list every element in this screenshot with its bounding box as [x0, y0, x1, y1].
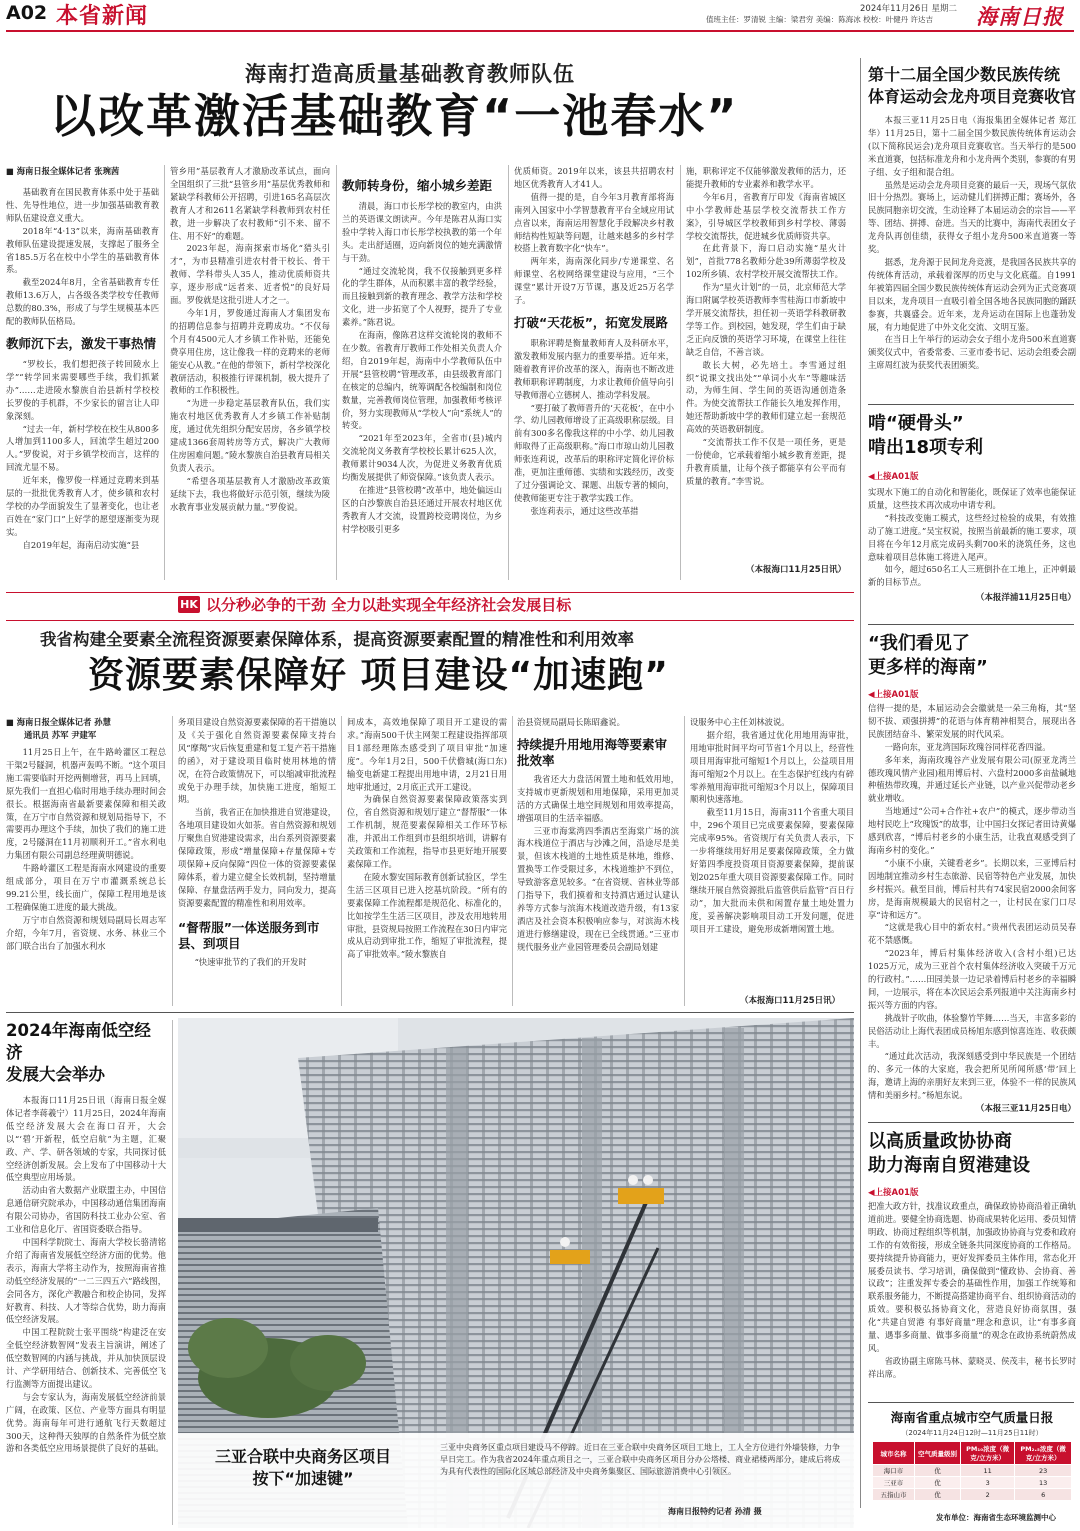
paragraph: 据介绍，我省通过优化用地用海审批，用地审批时间平均可节省1个月以上，经营性项目用海审批可缩短1个月以上，公益项目用海可缩短2个月以上。在生态保护红线内有碎零养殖用海审批可缩短3个月以上，保障项目顺利快速落地。	[690, 729, 854, 805]
paragraph: 2018年“4·13”以来，海南基础教育教师队伍建设提速发展，支撑起了服务全省185.5万名在校中小学生的基础教育体系。	[6, 225, 159, 275]
paragraph: 截至2024年8月，全省基础教育专任教师13.6万人，占各级各类学校专任教师总数的80.3%，形成了与学生规模基本匹配的教师队伍格局。	[6, 277, 159, 327]
second-source-note: （本报海口11月25日讯）	[736, 994, 840, 1006]
column-divider	[172, 1020, 173, 1525]
paragraph: 多年来，海南玫瑰谷产业发展有限公司(原亚龙湾兰德玫瑰风情产业园)租用博后村、六盘村2000多亩盐碱地种植热带玫瑰，并通过延长产业链，以产业兴促带动老乡就业增收。	[868, 754, 1076, 804]
caption-title-line: 按下“加速键”	[252, 1469, 354, 1488]
paragraph: 设服务中心主任刘林波说。	[690, 717, 790, 727]
lift-basket	[550, 1250, 590, 1264]
table-header: 城市名称	[873, 1442, 915, 1465]
lead-byline: ■ 海南日报全媒体记者 张琬茜	[6, 166, 120, 176]
table-row	[873, 1489, 1072, 1501]
paragraph: “科技改变施工模式，这些经过检验的成果，有效推动了施工进度。”吴宝权说，按照当前最新的施工要求，项目将在今年12月底完成码头剩700米的浇筑任务，这也意味着项目总体施工将进入尾声。	[868, 512, 1076, 562]
paragraph: 施，职称评定不仅能够激发教师的活力，还能提升教师的专业素养和教学水平。	[686, 166, 846, 189]
news-source: （本报洋浦11月25日电）	[975, 593, 1076, 604]
caption-paragraph: 三亚中央商务区重点项目建设马不停蹄。近日在三亚合联中央商务区项目工地上，工人全方位进行外墙装修，力争早日完工。作为我省2024年重点项目之一，三亚合联中央商务区项目分办公塔楼、商业裙楼两部分，建成后将成为具有代表性的国际化区域总部经济及中央商务集聚区、国际旅游消费中心引领区。	[440, 1443, 840, 1476]
paragraph: 实现水下施工的自动化和智能化，既保证了效率也能保证质量，这些技术再次成功申请专利。	[868, 487, 1076, 510]
paragraph: 职称评聘是衡量教师育人及科研水平，激发教师发展内驱力的重要举措。近年来，随着教育评价改革的深入，海南也不断改进教师职称评聘制度，力求让教师价值导向引导教师潜心立德树人、推动学科发展。	[514, 337, 674, 400]
table-cell: 11	[961, 1465, 1015, 1477]
paragraph: “通过交流轮岗，我不仅接触到更多样化的学生群体，从而积累丰富的教学经验，而且接触到新的教育理念、教学方法和学校文化，进一步拓宽了个人视野，提升了专业素养。”陈君说。	[342, 265, 502, 328]
left-news	[6, 1020, 166, 1525]
headline-line: 以高质量政协协商	[868, 1131, 1012, 1152]
right-column-divider	[860, 58, 861, 1508]
lead-source-note: （本报海口11月25日讯）	[742, 563, 846, 575]
second-col-4	[517, 716, 679, 1006]
paragraph: “这就是我心目中的新农村。”贵州代表团运动员吴春花不禁感慨。	[868, 922, 1076, 946]
headline-line: 啃“硬骨头”	[868, 413, 964, 434]
lead-col-4	[514, 165, 674, 585]
lead-col-3	[342, 178, 502, 585]
date-line: 2024年11月26日 星期二	[860, 4, 957, 14]
paragraph: 当地通过“公司+合作社+农户”的模式，逐步带动当地村民吃上“玫瑰饭”的故事，让中国扫女探记者田诗黄爆感到欣喜，“博后村老乡的小康生活，让我直观感受到了海南乡村的变化。”	[868, 806, 1076, 855]
section-rule	[6, 1012, 854, 1013]
table-cell: 优	[915, 1489, 961, 1501]
paragraph: 截至11月15日，海南311个省重大项目中，296个项目已完成要素保障，要素保障完成率95%。省资规厅有关负责人表示，下一步将继续用好用足要素保障政策，全力做好第四季度投资项目资源要素保障，提前谋划2025年重大项目资源要素保障工作。同时继续开展自然资源批后监管供后监管“百日行动”，加大批而未供和闲置存量土地处置力度，妥善解决影响项目动工开发问题，促进项目开工建设，避免形成新增闲置土地。	[690, 807, 854, 934]
paragraph: 当前，我省正在加快推进自贸港建设，各地项目建设如火如荼。省自然资源和规划厅聚焦自贸港建设需求，出台系列资源要素保障政策，形成“增量保障+存量保障+专项保障+反向保障”四位一体的资源要素保障体系，着力建立健全长效机制，坚持增量保障、存量盘活两手发力，同向发力，提高资源要素配置的精准性和利用效率。	[178, 807, 336, 908]
headline-line: “我们看见了	[868, 633, 970, 654]
page-code: A02	[6, 2, 48, 24]
column-divider	[512, 716, 513, 1006]
paragraph: “2023年，博后村集体经济收入(含村小组)已达1025万元，成为三亚首个农村集体经济收入突破千万元的行政村。”……田园美景一边记录着博后村老乡的幸福瞬间，一边展示，将在本次民运会系列报道中关注海南乡村振兴等方面的内容。	[868, 948, 1076, 1010]
paragraph: 值得一提的是，自今年3月教育部将海南列入国家中小学智慧教育平台全域应用试点省以来，海南运用智慧化手段解决乡村教师结构性短缺等问题，让越来越多的乡村学校搭上教育数字化“快车”。	[514, 191, 674, 254]
column-divider	[164, 165, 165, 580]
paragraph: 挑战针子吹曲，体验黎竹竿舞……当天，丰富多彩的民俗活动让上海代表团成员杨旭东感到惊喜连连、收获颇丰。	[868, 1012, 1076, 1049]
paragraph: 在此背景下，海口启动实施“星火计划”，首批778名教师分赴39所薄弱学校及102所乡镇、农村学校开展交流帮扶工作。	[686, 243, 846, 280]
paragraph: 如今，超过650名工人三班倒扑在工地上，正冲刺最新的目标节点。	[868, 564, 1076, 588]
table-cell: 23	[1015, 1465, 1072, 1477]
section-subhead: 持续提升用地用海等要素审批效率	[517, 736, 668, 768]
paragraph: “小康不小康，关键看老乡”。长期以来，三亚博后村因地制宜推动乡村生态旅游、民宿等特色产业发展，加快乡村振兴。截至目前，博后村共有74家民宿2000余间客房，是海南规模最大的民宿村之一，让村民在家门口尽享“诗和远方”。	[868, 857, 1076, 920]
continued-tag[interactable]: ◀上接A01版	[868, 1188, 919, 1198]
paragraph: “为进一步稳定基层教育队伍，我们实施农村地区优秀教育人才乡镇工作补贴制度，通过优先组织分配安居房，各乡镇学校建成1366套周转房等方式，解决广大教师住房困难问题。”陵水黎族自治县教育局相关负责人表示。	[170, 398, 330, 473]
paragraph: “罗校长，我们想把孩子转回陵水上学”“转学回来需要哪些手续，我们抓紧办”……走进陵水黎族自治县新村学校校长罗俊的手机群，不少家长的留言让人印象深刻。	[6, 358, 159, 421]
second-kicker: 我省构建全要素全流程资源要素保障体系，提高资源要素配置的精准性和利用效率	[40, 630, 634, 649]
caption-title-line: 三亚合联中央商务区项目	[214, 1447, 391, 1466]
paragraph: 活动由省大数据产业联盟主办，中国信息通信研究院承办，中国移动通信集团海南有限公司协办，省国防科技工业办公室、省工业和信息化厅、省国资委联合指导。	[6, 1185, 166, 1235]
headline-line: 发展大会举办	[6, 1065, 105, 1084]
news-headline	[868, 1130, 1076, 1178]
table-cell: 6	[1015, 1489, 1072, 1501]
paragraph: 务项目建设自然资源要素保障的若干措施以及《关于强化自然资源要素保障支持台风“摩羯”灾后恢复重建和复工复产若干措施的函》，对于建设项目临时使用林地的情况，在符合政策情况下，可以缩减审批流程或免于办理手续，加快施工进度，缩短工期。	[178, 717, 336, 805]
second-byline: 通讯员 苏军 尹建军	[24, 730, 97, 740]
newspaper-logo: 海南日报	[976, 4, 1064, 29]
table-row	[873, 1465, 1072, 1477]
paragraph: 今年1月，罗俊通过海南人才集团发布的招聘信息参与招聘并竞聘成功。“不仅每个月有4500元人才乡镇工作补贴，还能免费享用住房，这让像我一样的竞聘来的老师能安心从教。”在他的带领下，新村学校深化教研活动，积极推行评课机制，极大提升了教师的工作积极性。	[170, 307, 330, 396]
table-cell: 五指山市	[873, 1489, 915, 1501]
table-cell: 13	[1015, 1477, 1072, 1489]
right-news-4	[868, 1130, 1076, 1398]
right-news-3	[868, 632, 1076, 1122]
section-rule	[868, 1402, 1074, 1403]
paragraph: 张连莉表示，通过这些改革措	[530, 505, 639, 516]
right-news-2	[868, 412, 1076, 620]
section-subhead: 教师沉下去，激发干事热情	[6, 335, 157, 351]
paragraph: “通过此次活动，我深刻感受到中华民族是一个团结的、多元一体的大家庭，我会把所见所闻所感‘带’回上海，邀请上海的亲朋好友来到三亚，体验不一样的民族风情和美丽乡村。”杨旭东说。	[868, 1051, 1076, 1101]
table-header: 空气质量级别	[915, 1442, 961, 1465]
paragraph: “快速审批节约了我们的开发时	[194, 956, 307, 967]
lead-headline: 以改革激活基础教育“一池春水”	[50, 89, 739, 143]
paragraph: 信得一提的是，本届运动会会徽就是一朵三角梅，其“坚韧不拔、顽强拼搏”的花语与体育精神相契合，展现出各民族团结奋斗、繁荣发展的时代风采。	[868, 703, 1076, 739]
table-header: PM₂.₅浓度（微克/立方米）	[1015, 1442, 1072, 1465]
banner-slogan: 以分秒必争的干劲 全力以赴实现全年经济社会发展目标	[206, 596, 572, 614]
lead-kicker: 海南打造高质量基础教育教师队伍	[245, 61, 575, 86]
news-headline	[868, 412, 1076, 460]
table-cell: 2	[961, 1489, 1015, 1501]
paragraph: 在海南，像陈君这样交流轮岗的教师不在少数。省教育厅教师工作处相关负责人介绍，自2019年起，海南中小学教师队伍中开展“县管校聘”管理改革，由县级教育部门在核定的总编内，统筹调配各校编制和岗位数量，完善教师岗位管理，加强教师考核评价，努力实现教师从“学校人”向“系统人”的转变。	[342, 330, 502, 431]
table-cell: 海口市	[873, 1465, 915, 1477]
paragraph: 在陵水黎安国际教育创新试验区，学生生活三区项目已进入挖基坑阶段。“所有的要素保障工作流程都是规范化、标准化的，比如按学生生活三区项目，涉及农用地转用审批，县资规局按照工作流程在30日内审完成从启动到审批工作，缩短了审批流程，提高了审批效率。”陵水黎族自	[347, 871, 507, 960]
lead-col-2	[170, 165, 330, 585]
paragraph: “过去一年，新村学校在校生从800多人增加到1100多人，回流学生超过200人。”罗俊说，对于乡镇学校而言，这样的回流尤显不易。	[6, 423, 159, 473]
second-col-3	[347, 716, 507, 1006]
paragraph: 2023年起，海南探索市场化“猎头引才”，为市县精准引进农村骨干校长、骨干教师、学科带头人35人，推动优质师资共享，逐步形成“远者来、近者悦”的良好局面。罗俊就是这批引进人才之一。	[170, 243, 330, 306]
banner-rule	[6, 592, 854, 593]
section-title: 本省新闻	[56, 3, 149, 29]
paragraph: 把准大政方针，找准议政重点，确保政协协商沿着正确轨道前进。要健全协商选题、协商成果转化运用、委员知情明政、协商过程组织等机制，加强政协协商与党委和政府工作的有效衔接，形成全链条共同深度协商的工作格局。要持续提升协商能力，更好发挥委员主体作用，常态化开展委员读书、学习培训，确保做到“懂政协、会协商、善议政”；注重发挥专委会的基础性作用，加强工作统筹和联系服务能力，不断提高搭建协商平台、组织协商活动的质效。要积极弘扬协商文化，营造良好协商氛围，强化“共建自贸港 有事好商量”理念和意识，让“有事多商量、遇事多商量、做事多商量”的观念在政协系统蔚然成风。	[868, 1201, 1076, 1353]
table-cell: 3	[961, 1477, 1015, 1489]
news-headline	[6, 1020, 166, 1086]
news-source: （本报三亚11月25日电）	[975, 1104, 1076, 1115]
second-col-5	[690, 716, 854, 1006]
second-byline: ■ 海南日报全媒体记者 孙慧	[6, 717, 111, 727]
right-news-1	[868, 64, 1076, 398]
paragraph: 与会专家认为，海南发展低空经济前景广阔，在政策、区位、产业等方面具有明显优势。海南每年可进行通航飞行天数超过300天，这种得天独厚的自然条件为低空旅游和各类低空应用场景提供了良好的基础。	[6, 1391, 166, 1454]
paragraph: 中国科学院院士、海南大学校长骆清铭介绍了海南省发展低空经济方面的优势。他表示，海南大学将主动作为，按照海南省推动低空经济发展的“一二三四五六”路线图，会同各方，深化产教融合和校企协同，发挥好教育、科技、人才等综合优势，助力海南低空经济发展。	[6, 1236, 166, 1325]
air-quality-table	[872, 1441, 1072, 1501]
section-subhead: 打破“天花板”，拓宽发展路	[514, 314, 668, 330]
second-col-2	[178, 716, 336, 1006]
banner-logo: HK	[178, 596, 200, 613]
paragraph: “希望各项基层教育人才激励改革政策延续下去，我也将做好示范引领，继续为陵水教育事业发展贡献力量。”罗俊说。	[170, 475, 330, 512]
photo-caption-text	[440, 1442, 840, 1478]
paragraph: 优质师资。2019年以来，该县共招聘农村地区优秀教育人才41人。	[514, 166, 674, 189]
column-divider	[172, 716, 173, 1006]
paragraph: 为确保自然资源要素保障政策落实到位，省自然资源和规划厅建立“督帮服”一体工作机制，规范要素保障相关工作环节标准，并派出工作组到市县组织培训，讲解有关政策和工作流程，指导市县更好地开展要素保障工作。	[347, 794, 507, 869]
paragraph: 在推进“县管校聘”改革中，地处偏远山区的白沙黎族自治县还通过开展农村地区优秀教育人才交流，设置跨校竞聘岗位，为乡村学校吸引更多	[342, 484, 502, 534]
column-divider	[336, 165, 337, 580]
section-rule	[868, 1122, 1074, 1123]
air-quality-issuer: 发布单位：海南省生态环境监测中心	[936, 1513, 1056, 1522]
paragraph: “交流帮扶工作不仅是一项任务，更是一份使命，它承载着缩小城乡教育差距，提升教育质量，让每个孩子都能享有公平而有质量的教育。”李雪说。	[686, 437, 846, 486]
paragraph: 本报三亚11月25日电（海报集团全媒体记者 郑江华）11月25日，第十二届全国少数民族传统体育运动会(以下简称民运会)龙舟项目竞赛收官。当天举行的是500米直道赛，包括标准龙舟和小龙舟两个类别，参赛的有男子组、女子组和混合组。	[868, 115, 1076, 177]
paragraph: 虽然是运动会龙舟项目竞赛的最后一天，现场气氛依旧十分热烈。赛场上，运动健儿们拼搏正酣；赛场外，各民族同胞亲切交流，生动诠释了本届运动会的宗旨——平等、团结、拼搏、奋进。当天的比赛中，海南代表团女子龙舟队再创佳绩，获得女子组小龙舟500米直道赛一等奖。	[868, 179, 1076, 255]
paragraph: 敢长大树，必先培土。李雪通过组织“说课文找出处”“单词小火车”等趣味活动，为师生间、学生间的英语沟通创造条件。为使交流帮扶工作能长久地发挥作用，她还帮助新坡中学的教师们建立起一套规范高效的英语教研制度。	[686, 359, 846, 435]
paragraph: 11月25日上午，在牛路岭灌区工程总干渠2号隧洞，机器声轰鸣不断。“这个项目施工需要临时开挖两侧增营，再马上回填，原先我们一直担心临时用地手续办理时间会很长。根据海南省最新要素保障和相关政策，在万宁市自然资源和规划局指导下，不需要再办理这个手续，加快了我们的施工进度，2号隧洞在11月初顺利开工。”省水利电力集团有限公司副总经理黄明德说。	[6, 747, 166, 861]
banner	[178, 594, 698, 618]
paragraph: 万宁市自然资源和规划局副局长周志军介绍，今年7月，省资规、水务、林业三个部门联合出台了加强水利水	[6, 914, 166, 951]
column-divider	[684, 716, 685, 1006]
lead-col-1	[6, 165, 159, 585]
paragraph: 管乡用”基层教育人才激励改革试点，面向全国组织了三批“县管乡用”基层优秀教师和紧缺学科教师公开招聘，引进165名高层次教育人才和2611名紧缺学科教师到农村任教，进一步解决了农村教师“引不来、留不住、用不好”的难题。	[170, 166, 330, 241]
headline-line: 体育运动会龙舟项目竞赛收官	[868, 87, 1076, 106]
paragraph: 我省还大力盘活闲置土地和低效用地，支持城市更新规划和用地保障，采用更加灵活的方式确保土地空间规划和用效率提高，增强项目的生活幸福感。	[517, 773, 679, 823]
air-quality-subtitle: （2024年11月24日12时—11月25日11时）	[901, 1429, 1043, 1437]
paragraph: 一路向东，亚龙湾国际玫瑰谷同样花香四溢。	[884, 741, 1051, 752]
table-cell: 优	[915, 1465, 961, 1477]
table-header-row	[873, 1442, 1072, 1465]
paragraph: 今年6月，省教育厅印发《海南省城区中小学教师赴基层学校交流帮扶工作方案》，引导城区学校教师到乡村学校、薄弱学校交流帮扶，促进城乡优质师资共享。	[686, 191, 846, 241]
section-subhead: “督帮服”一体送服务到市县、到项目	[178, 919, 320, 951]
air-quality-box	[868, 1408, 1076, 1528]
headline-line: 第十二届全国少数民族传统	[868, 65, 1061, 84]
column-divider	[680, 165, 681, 580]
paragraph: 基础教育在国民教育体系中处于基础性、先导性地位，进一步加强基础教育教师队伍建设意义重大。	[6, 187, 159, 223]
second-col-1	[6, 716, 166, 1006]
headline-line: 啃出18项专利	[868, 437, 984, 458]
paragraph: 自2019年起，海南启动实施“县	[22, 539, 140, 550]
paragraph: 在当日上午举行的运动会女子组小龙舟500米直道赛颁奖仪式中，省委常委、三亚市委书记、运动会组委会副主席周红波为获奖代表团颁奖。	[868, 334, 1076, 371]
photo-credit: 海南日报特约记者 孙清 摄	[668, 1507, 762, 1516]
column-divider	[508, 165, 509, 580]
section-rule	[868, 624, 1074, 625]
paragraph: 近年来，像罗俊一样通过竞聘来到基层的一批批优秀教育人才，使乡镇和农村学校的办学面貌发生了显著变化，也让老百姓在“家门口”上好学的愿望逐渐变为现实。	[6, 475, 159, 537]
table-header: PM₁₀浓度（微克/立方米）	[961, 1442, 1015, 1465]
paragraph: 据悉，龙舟源于民间龙舟竞渡，是我国各民族共享的传统体育活动，承载着深厚的历史与文化底蕴。自1991年被第四届全国少数民族传统体育运动会列为正式竞赛项目以来，龙舟项目一直吸引着全国各地各民族同胞的踊跃参赛，共襄盛会。近年来，龙舟运动在国际上也蓬勃发展，有力地促进了中外文化交流、文明互鉴。	[868, 256, 1076, 332]
banner-rule	[6, 620, 854, 621]
continued-tag[interactable]: ◀上接A01版	[868, 690, 919, 700]
continued-tag[interactable]: ◀上接A01版	[868, 472, 919, 482]
paragraph: 间成本，高效地保障了项目开工建设的需求。”海南500千伏主网架工程建设指挥部项目1部经理陈杰感受到了项目审批“加速度”。今年1月2日，500千伏儋城(海口东)输变电新建工程提出用地申请，2月21日用地审批通过，2月底正式开工建设。	[347, 717, 507, 792]
section-subhead: 教师转身份，缩小城乡差距	[342, 178, 493, 193]
masthead	[0, 0, 1080, 32]
paragraph: “2021年至2023年，全省市(县)城内交流轮岗义务教育学校校长累计625人次，教师累计9034人次，为促进义务教育优质均衡发展提供了师资保障。”该负责人表示。	[342, 433, 502, 483]
paragraph: 两年来，海南深化同步/专递课堂、名师课堂、名校网络课堂建设与应用，“三个课堂”累计开设7万节课，惠及近25万名学子。	[514, 256, 674, 306]
second-headline: 资源要素保障好 项目建设“加速跑”	[88, 655, 669, 696]
paragraph: 牛路岭灌区工程是海南水网建设的重要组成部分，项目在万宁市灌溉系统总长99.21公里，线长面广，保障工程用地是该工程确保施工进度的最大挑战。	[6, 863, 166, 912]
table-row	[873, 1477, 1072, 1489]
paragraph: 中国工程院院士张平围绕“构建泛在安全低空经济数智网”发表主旨演讲，阐述了低空数智网的内涵与挑战，并从加快顶层设计、产学研用结合、创新技术、完善低空飞行监测等方面提出建议。	[6, 1327, 166, 1389]
paragraph: 本报海口11月25日讯（海南日报全媒体记者李蒋羲宁）11月25日，2024年海南低空经济发展大会在海口召开，大会以“‘碧’开新程，低空启航”为主题，汇聚政、产、学、研各领域的专家，共同探讨低空经济创新发展。会上发布了中国移动十大低空典型应用场景。	[6, 1095, 166, 1183]
news-headline	[868, 632, 1076, 680]
news-photo	[178, 1018, 854, 1528]
paragraph: 三亚市海棠湾四季酒店至海棠广场的滨海木栈道位于酒店与沙滩之间，沿途尽是美景，但该木栈道的土地性质是林地，维修、置换等工作受限过多，木栈道维护不到位，导致游客意见较多。“在省资规、省林业等部门指导下，我们摸着和支持酒店通过认建认养等方式参与滨海木栈道改造升级，有13家酒店及社会资本积极响应参与，对滨海木栈道进行修缮建设，现在已全线贯通。”三亚市规代服务业产业园管理委员会副局划建	[517, 825, 679, 952]
photo-caption-title	[188, 1446, 418, 1490]
masthead-rule	[6, 30, 1074, 32]
lift-basket	[618, 1188, 664, 1204]
table-cell: 三亚市	[873, 1477, 915, 1489]
paragraph: 清晨，海口市长彤学校的教室内，由洪兰的英语课文朗读声。今年是陈君从海口实验中学转入海口市长彤学校执教的第一个年头。走出舒适圈，迈向新岗位的她充满激情与干劲。	[342, 201, 502, 263]
news-headline	[868, 64, 1076, 108]
section-rule	[868, 404, 1074, 405]
headline-line: 2024年海南低空经济	[6, 1021, 151, 1062]
air-quality-title: 海南省重点城市空气质量日报	[890, 1410, 1054, 1425]
editors-line: 值班主任：罗清锐 主编：梁君穷 美编：陈海冰 校校：叶健丹 许达吉	[706, 15, 934, 24]
lead-col-5	[686, 165, 846, 585]
paragraph: 作为“星火计划”的一员，北京师范大学海口附属学校英语教师李雪桂海口市新坡中学开展交流帮扶，担任初一英语学科教研教学等工作。到校园，她发现，学生们由于缺乏正向反馈的英语学习环境，在课堂上往往缺乏自信，不善言谈。	[686, 282, 846, 357]
column-divider	[341, 716, 342, 1006]
paragraph: 省政协副主席陈马林、蒙晓灵、侯茂丰，秘书长罗时祥出席。	[868, 1355, 1076, 1379]
paragraph: 治县资规局副局长陈昭鑫说。	[517, 717, 625, 727]
paragraph: “要打破了教师晋升的‘天花板’，在中小学、幼儿园教师增设了正高级职称层级。目前有300多名像我这样的中小学、幼儿园教师取得了正高级职称。”海口市琼山幼儿园教师张连莉说，改革后的职称评定简化评价标准，更加注重师德、实绩和实践经历，改变了过分强调论文、课题、出版专著的倾向，使教师能更专注于教学实践工作。	[514, 402, 674, 503]
table-cell: 优	[915, 1477, 961, 1489]
headline-line: 更多样的海南”	[868, 657, 988, 678]
headline-line: 助力海南自贸港建设	[868, 1155, 1030, 1176]
